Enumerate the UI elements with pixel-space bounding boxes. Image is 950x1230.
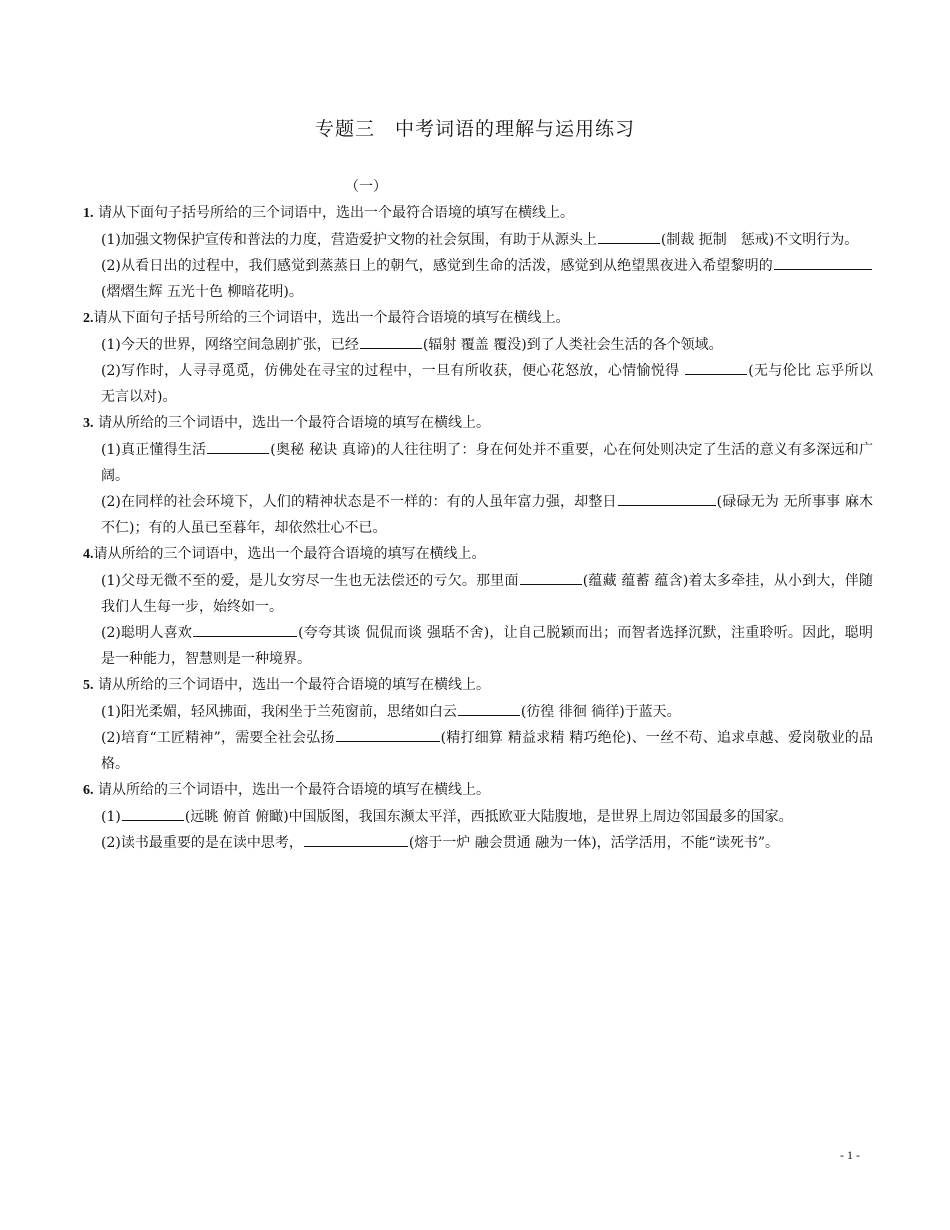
sub-text-before: (2)在同样的社会环境下，人们的精神状态是不一样的：有的人虽年富力强，却整日: [101, 494, 617, 510]
question-number: 6.: [83, 783, 94, 798]
page-title: 专题三 中考词语的理解与运用练习: [314, 118, 635, 140]
sub-question: [83, 253, 873, 305]
section-label: （一）: [345, 179, 387, 195]
sub-text-after: (制裁 扼制 惩戒)不文明行为。: [660, 232, 859, 248]
page-number: - 1 -: [840, 1148, 860, 1162]
answer-blank[interactable]: [207, 438, 269, 454]
sub-text-after: (夸夸其谈 侃侃而谈 强聒不舍)，让自己脱颖而出；而智者选择沉默，注重聆听。因此，聪明是一种能力，智慧则是一种境界。: [101, 625, 873, 667]
question-text: 请从所给的三个词语中，选出一个最符合语境的填写在横线上。: [93, 782, 490, 798]
sub-text-before: (1)今天的世界，网络空间急剧扩张，已经: [101, 337, 359, 353]
question-stem: [83, 305, 873, 332]
sub-question: [83, 830, 873, 856]
sub-text-after: (奥秘 秘诀 真谛)的人往往明了：身在何处并不重要，心在何处则决定了生活的意义有多深远和广阔。: [101, 442, 873, 484]
sub-text-after: (远眺 俯首 俯瞰)中国版图，我国东濒太平洋，西抵欧亚大陆腹地，是世界上周边邻国最多的国家。: [184, 809, 793, 825]
question-stem: [83, 200, 873, 227]
question-stem: [83, 410, 873, 437]
answer-blank[interactable]: [618, 490, 716, 506]
answer-blank[interactable]: [685, 359, 747, 375]
answer-blank[interactable]: [520, 569, 582, 585]
question-4: [83, 541, 873, 672]
answer-blank[interactable]: [193, 621, 297, 637]
question-text: 请从所给的三个词语中，选出一个最符合语境的填写在横线上。: [93, 677, 490, 693]
sub-text-after: (熔于一炉 融会贯通 融为一体)，活学活用，不能“读死书”。: [408, 835, 779, 851]
question-stem: [83, 777, 873, 804]
question-stem: [83, 672, 873, 699]
sub-text-before: (2)写作时，人寻寻觅觅，仿佛处在寻宝的过程中，一旦有所收获，便心花怒放，心情愉悦得: [101, 363, 685, 379]
sub-question: [83, 227, 873, 253]
sub-text-before: (2)培育“工匠精神”，需要全社会弘扬: [101, 730, 335, 746]
question-3: [83, 410, 873, 541]
sub-question: [83, 699, 873, 725]
answer-blank[interactable]: [774, 254, 872, 270]
sub-text-after: (熠熠生辉 五光十色 柳暗花明)。: [101, 284, 303, 300]
question-text: 请从下面句子括号所给的三个词语中，选出一个最符合语境的填写在横线上。: [93, 205, 574, 221]
question-number: 4.: [83, 547, 94, 562]
sub-text-before: (2)聪明人喜欢: [101, 625, 193, 641]
answer-blank[interactable]: [458, 700, 520, 716]
question-text: 请从所给的三个词语中，选出一个最符合语境的填写在横线上。: [93, 546, 486, 562]
answer-blank[interactable]: [304, 831, 408, 847]
question-number: 1.: [83, 206, 94, 221]
sub-question: [83, 437, 873, 489]
sub-text-before: (1)真正懂得生活: [101, 442, 207, 458]
question-text: 请从下面句子括号所给的三个词语中，选出一个最符合语境的填写在横线上。: [93, 310, 570, 326]
sub-text-after: (精打细算 精益求精 精巧绝伦)、一丝不苟、追求卓越、爱岗敬业的品格。: [101, 730, 873, 772]
question-number: 5.: [83, 678, 94, 693]
exercise-list: [83, 200, 873, 856]
sub-question: [83, 489, 873, 541]
sub-question: [83, 725, 873, 777]
answer-blank[interactable]: [122, 805, 184, 821]
question-number: 2.: [83, 311, 94, 326]
sub-text-after: (蕴藏 蕴蓄 蕴含)着太多牵挂，从小到大，伴随我们人生每一步，始终如一。: [101, 573, 873, 615]
question-2: [83, 305, 873, 410]
question-stem: [83, 541, 873, 568]
answer-blank[interactable]: [336, 726, 440, 742]
sub-question: [83, 332, 873, 358]
sub-text-after: (彷徨 徘徊 徜徉)于蓝天。: [520, 704, 681, 720]
question-number: 3.: [83, 416, 94, 431]
answer-blank[interactable]: [360, 333, 422, 349]
sub-question: [83, 358, 873, 410]
sub-text-before: (1): [101, 809, 121, 825]
sub-question: [83, 568, 873, 620]
sub-text-before: (2)从看日出的过程中，我们感觉到蒸蒸日上的朝气，感觉到生命的活泼，感觉到从绝望黑夜进入希望黎明的: [101, 258, 773, 274]
sub-text-before: (2)读书最重要的是在读中思考，: [101, 835, 303, 851]
sub-question: [83, 804, 873, 830]
question-5: [83, 672, 873, 777]
question-1: [83, 200, 873, 305]
sub-text-before: (1)阳光柔媚，轻风拂面，我闲坐于兰苑窗前，思绪如白云: [101, 704, 457, 720]
sub-text-before: (1)加强文物保护宣传和普法的力度，营造爱护文物的社会氛围，有助于从源头上: [101, 232, 597, 248]
question-text: 请从所给的三个词语中，选出一个最符合语境的填写在横线上。: [93, 415, 490, 431]
sub-text-after: (碌碌无为 无所事事 麻木不仁)；有的人虽已至暮年，却依然壮心不已。: [101, 494, 873, 536]
sub-question: [83, 620, 873, 672]
answer-blank[interactable]: [598, 228, 660, 244]
sub-text-after: (辐射 覆盖 覆没)到了人类社会生活的各个领域。: [422, 337, 723, 353]
question-6: [83, 777, 873, 856]
sub-text-before: (1)父母无微不至的爱，是儿女穷尽一生也无法偿还的亏欠。那里面: [101, 573, 519, 589]
sub-text-after: (无与伦比 忘乎所以 无言以对)。: [101, 363, 873, 405]
